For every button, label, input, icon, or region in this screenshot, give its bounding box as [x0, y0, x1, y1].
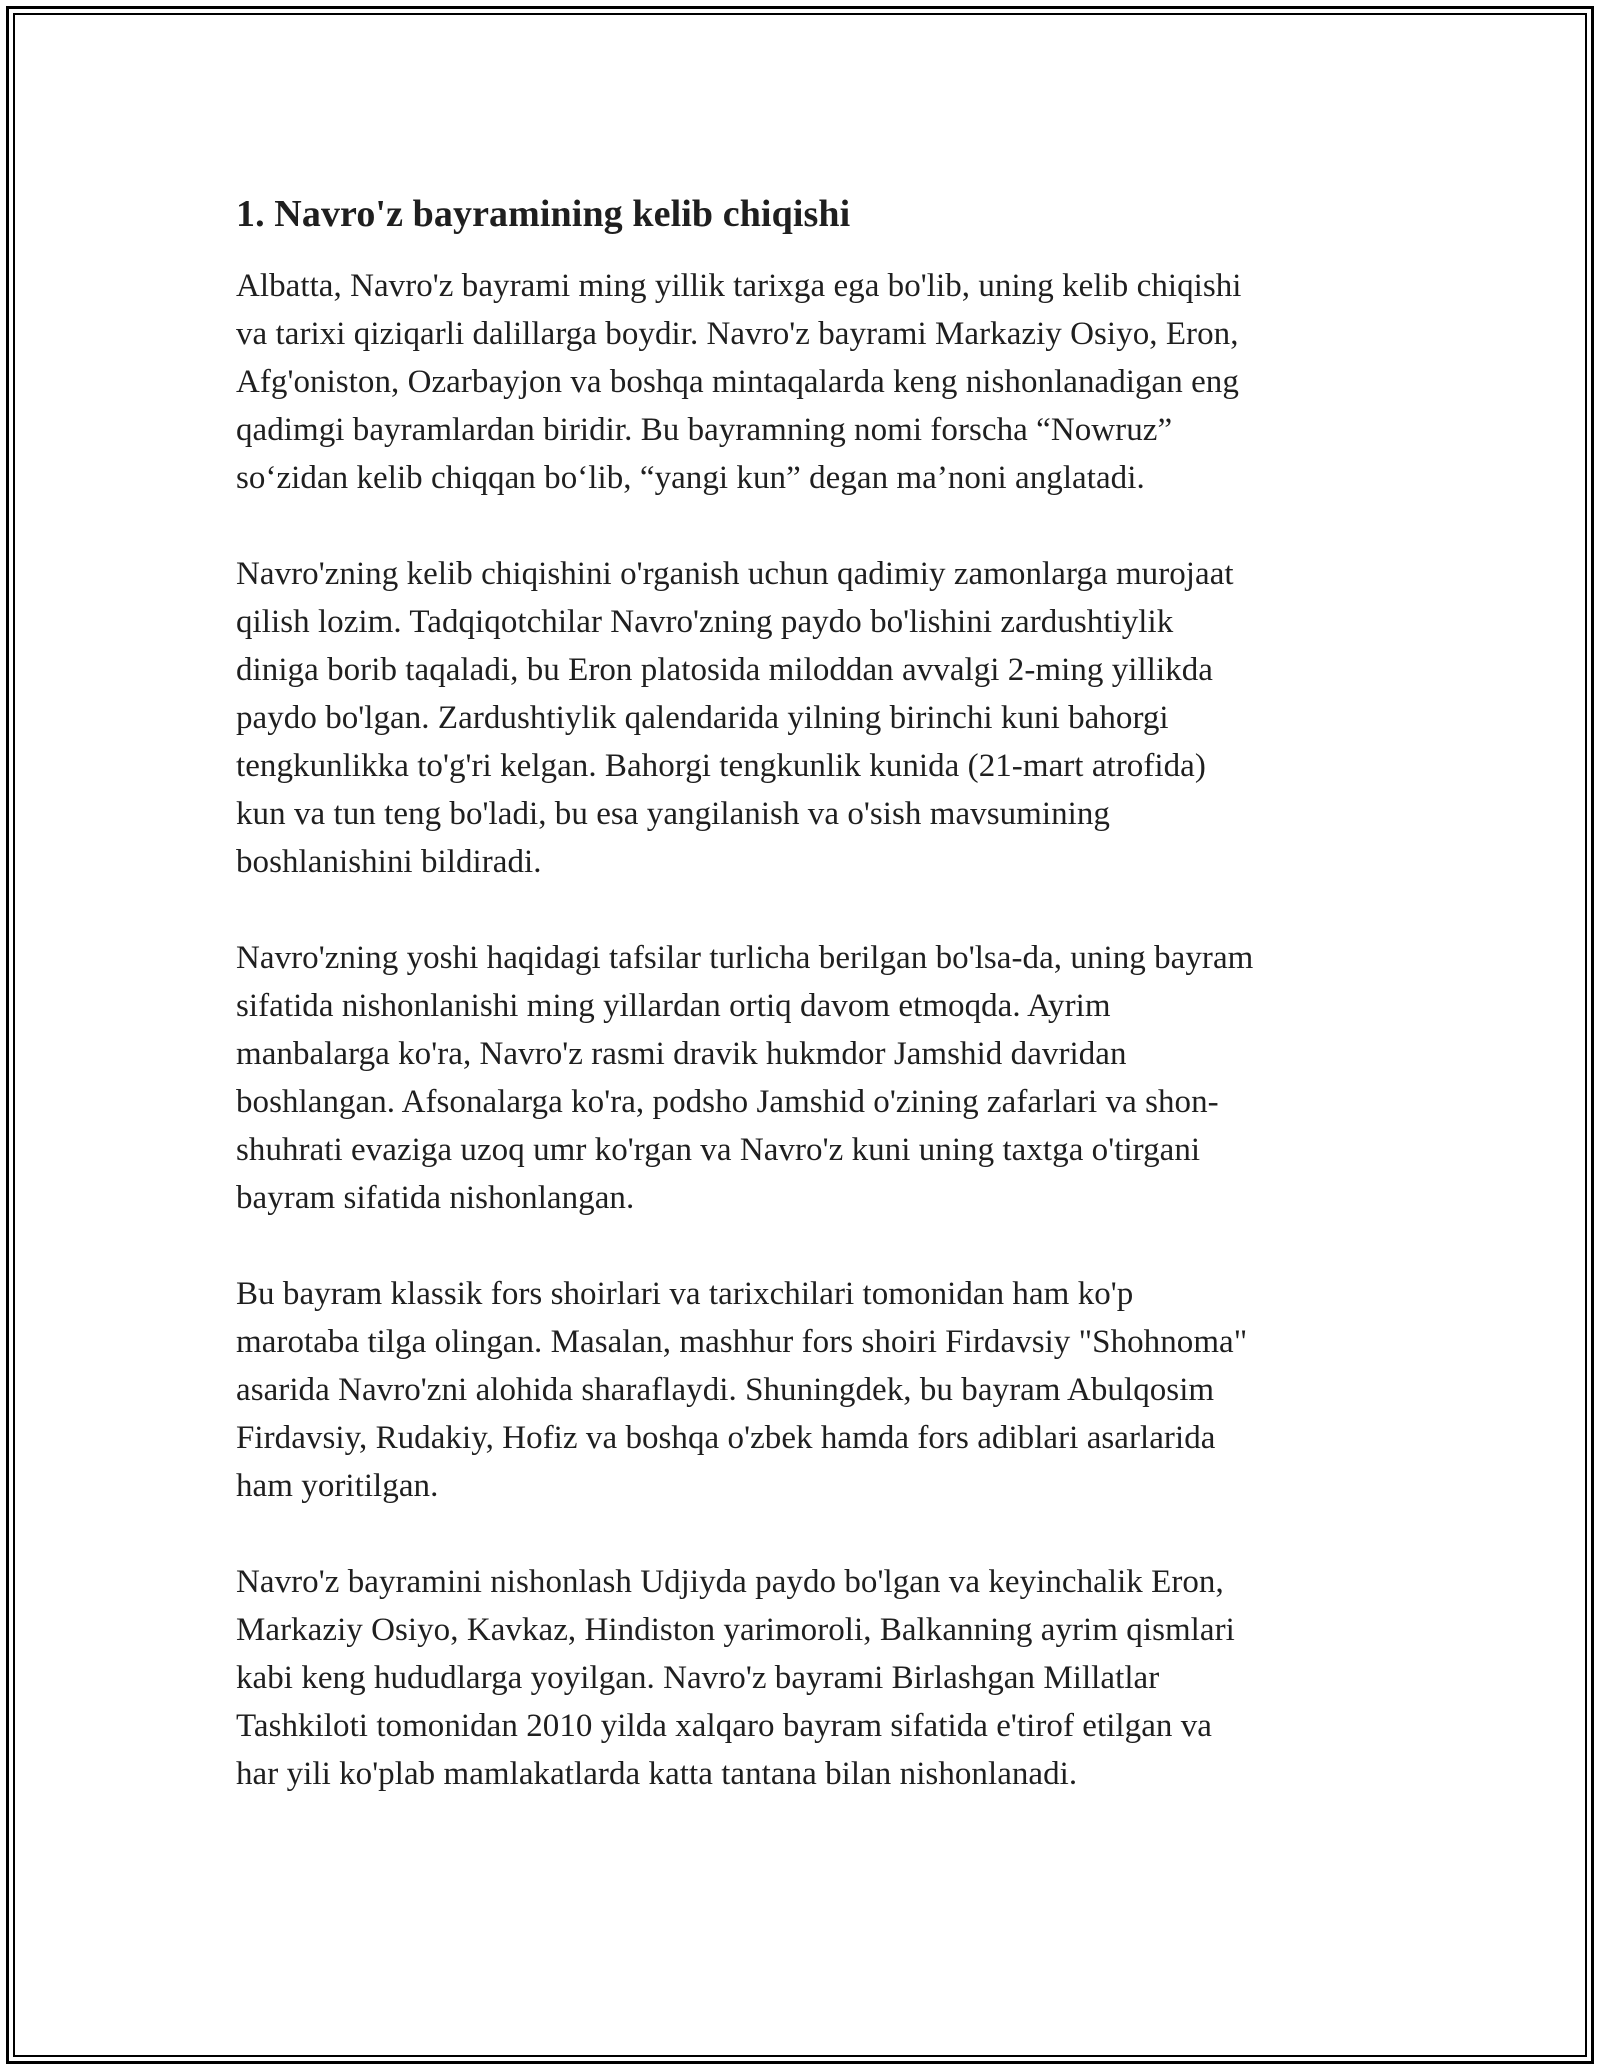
paragraph-line: so‘zidan kelib chiqqan bo‘lib, “yangi kun” degan ma’noni anglatadi. [236, 460, 1145, 496]
paragraph-line: sifatida nishonlanishi ming yillardan ortiq davom etmoqda. Ayrim [236, 988, 1111, 1024]
paragraph-line: boshlangan. Afsonalarga ko'ra, podsho Jamshid o'zining zafarlari va shon- [236, 1084, 1219, 1120]
paragraph-line: shuhrati evaziga uzoq umr ko'rgan va Navro'z kuni uning taxtga o'tirgani [236, 1132, 1201, 1168]
paragraph-line: manbalarga ko'ra, Navro'z rasmi dravik hukmdor Jamshid davridan [236, 1036, 1127, 1072]
paragraph-line: marotaba tilga olingan. Masalan, mashhur fors shoiri Firdavsiy "Shohnoma" [236, 1324, 1248, 1360]
paragraph-line: Afg'oniston, Ozarbayjon va boshqa mintaqalarda keng nishonlanadigan eng [236, 364, 1239, 400]
paragraph-line: diniga borib taqaladi, bu Eron platosida miloddan avvalgi 2-ming yillikda [236, 652, 1213, 688]
paragraph-3 [236, 934, 1376, 1222]
paragraph-line: tengkunlikka to'g'ri kelgan. Bahorgi tengkunlik kunida (21-mart atrofida) [236, 748, 1206, 784]
paragraph-line: paydo bo'lgan. Zardushtiylik qalendarida yilning birinchi kuni bahorgi [236, 700, 1169, 736]
paragraph-line: bayram sifatida nishonlangan. [236, 1180, 635, 1216]
paragraph-line: ham yoritilgan. [236, 1468, 439, 1504]
paragraph-4 [236, 1270, 1376, 1510]
paragraph-line: har yili ko'plab mamlakatlarda katta tantana bilan nishonlanadi. [236, 1756, 1078, 1792]
paragraph-line: kabi keng hududlarga yoyilgan. Navro'z bayrami Birlashgan Millatlar [236, 1660, 1160, 1696]
section-heading: 1. Navro'z bayramining kelib chiqishi [236, 193, 851, 235]
paragraph-line: Navro'zning yoshi haqidagi tafsilar turlicha berilgan bo'lsa-da, uning bayram [236, 940, 1254, 976]
paragraph-line: Firdavsiy, Rudakiy, Hofiz va boshqa o'zbek hamda fors adiblari asarlarida [236, 1420, 1216, 1456]
paragraph-1 [236, 262, 1376, 502]
paragraph-line: Bu bayram klassik fors shoirlari va tarixchilari tomonidan ham ko'p [236, 1276, 1134, 1312]
paragraph-line: asarida Navro'zni alohida sharaflaydi. Shuningdek, bu bayram Abulqosim [236, 1372, 1215, 1408]
paragraph-2 [236, 550, 1376, 886]
paragraph-5 [236, 1558, 1376, 1798]
paragraph-line: boshlanishini bildiradi. [236, 844, 542, 880]
paragraph-line: qadimgi bayramlardan biridir. Bu bayramning nomi forscha “Nowruz” [236, 412, 1173, 448]
paragraph-line: Navro'z bayramini nishonlash Udjiyda paydo bo'lgan va keyinchalik Eron, [236, 1564, 1224, 1600]
paragraph-line: kun va tun teng bo'ladi, bu esa yangilanish va o'sish mavsumining [236, 796, 1110, 832]
paragraph-line: Markaziy Osiyo, Kavkaz, Hindiston yarimoroli, Balkanning ayrim qismlari [236, 1612, 1235, 1648]
paragraph-line: Navro'zning kelib chiqishini o'rganish uchun qadimiy zamonlarga murojaat [236, 556, 1234, 592]
document-body [236, 186, 1376, 1846]
paragraph-line: qilish lozim. Tadqiqotchilar Navro'zning paydo bo'lishini zardushtiylik [236, 604, 1174, 640]
paragraph-line: Tashkiloti tomonidan 2010 yilda xalqaro bayram sifatida e'tirof etilgan va [236, 1708, 1212, 1744]
paragraph-line: Albatta, Navro'z bayrami ming yillik tarixga ega bo'lib, uning kelib chiqishi [236, 268, 1242, 304]
paragraph-line: va tarixi qiziqarli dalillarga boydir. Navro'z bayrami Markaziy Osiyo, Eron, [236, 316, 1239, 352]
